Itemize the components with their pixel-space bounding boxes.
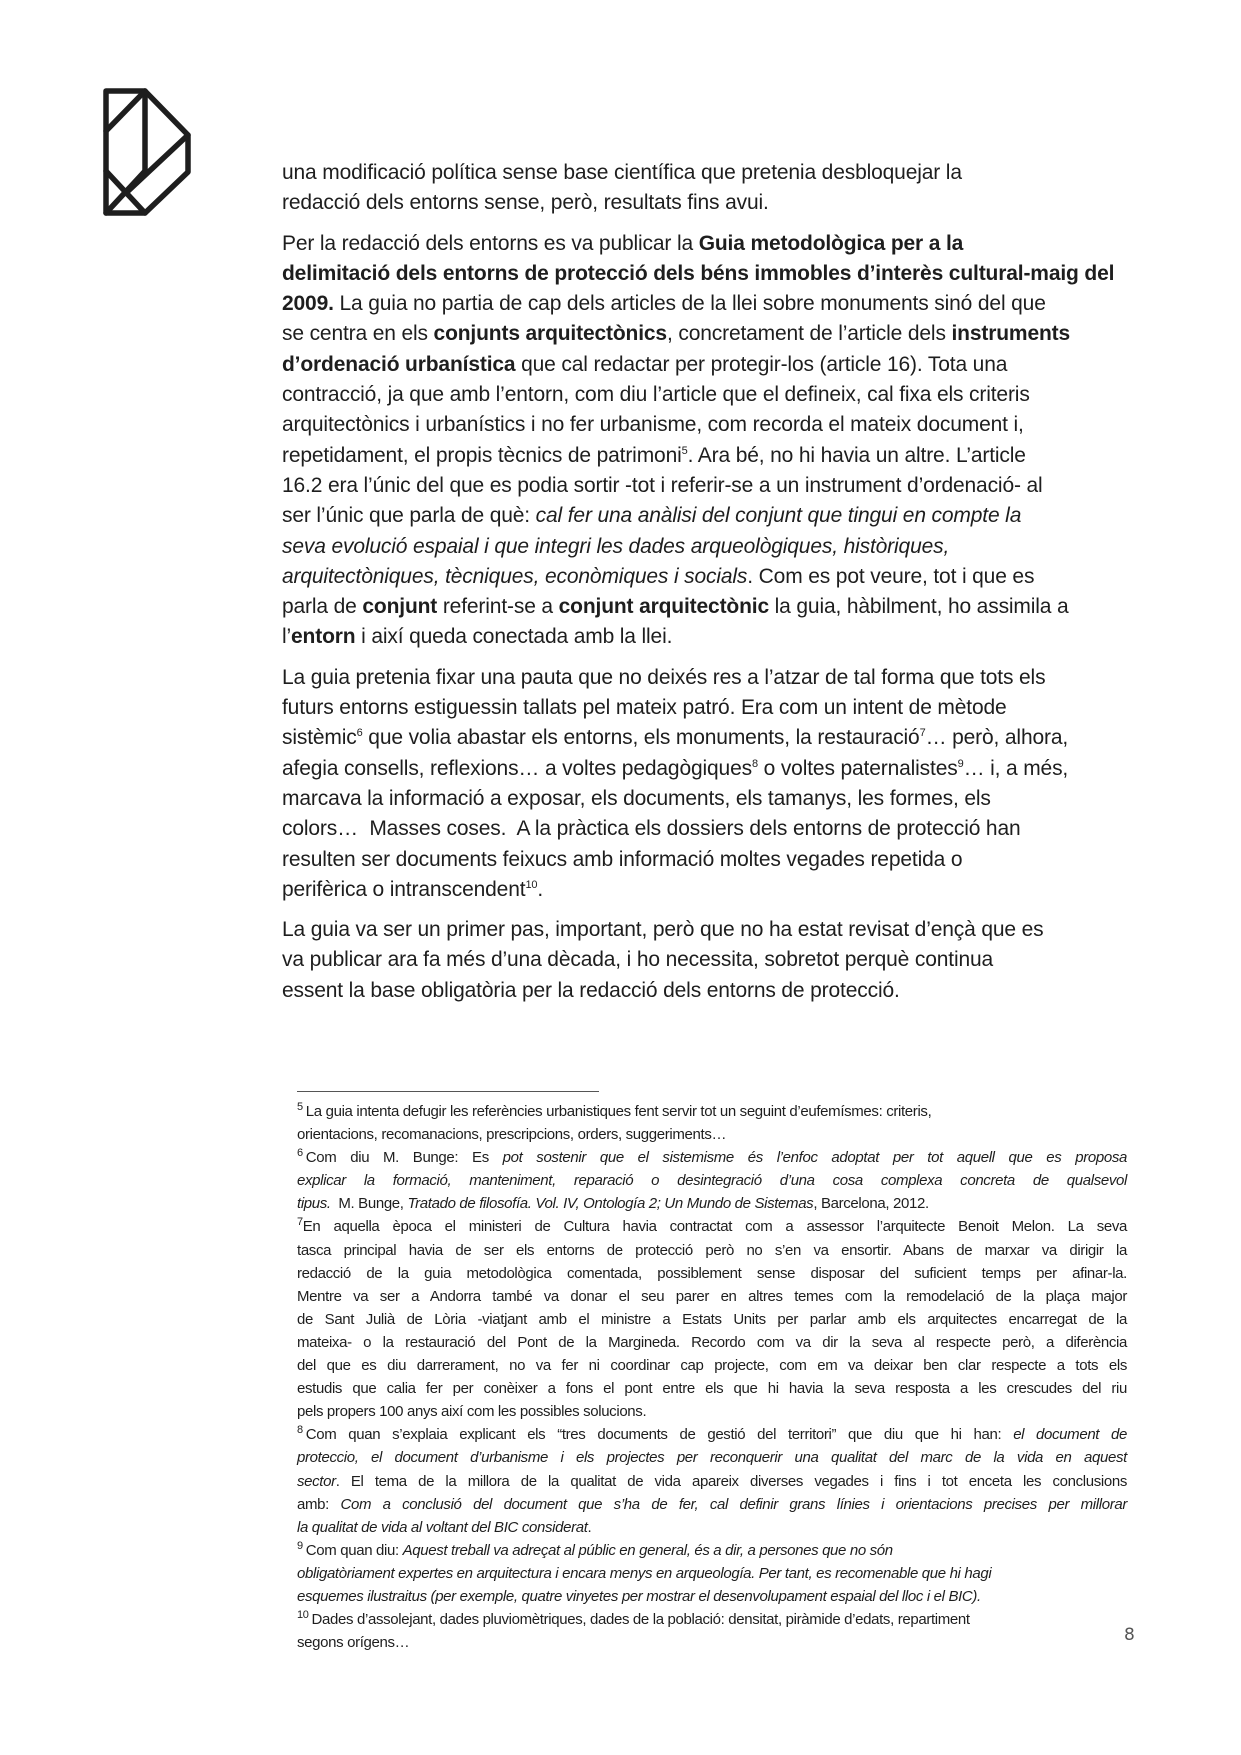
text-line xyxy=(282,754,1142,784)
text-line xyxy=(297,1562,1127,1585)
text-run: , Barcelona, 2012. xyxy=(813,1195,929,1213)
guide-title-bold: 2009. xyxy=(282,292,334,316)
text-line: estudis que calia fer per conèixer a fons el pont entre els que hi havia la seva resposta a les crescudes del riu xyxy=(297,1380,1127,1398)
text-line xyxy=(282,350,1142,380)
text-line xyxy=(282,259,1142,289)
book-title: Tratado de filosofía. Vol. IV, Ontología 2; Un Mundo de Sistemas xyxy=(407,1195,814,1213)
text-line xyxy=(297,1539,1127,1562)
text-line: La guia va ser un primer pas, important, però que no ha estat revisat d’ençà que es xyxy=(282,918,1044,942)
text-run: repetidament, el propis tècnics de patrimoni xyxy=(282,443,682,467)
footnote-5 xyxy=(297,1100,1127,1146)
text-line xyxy=(297,1446,1127,1469)
text-line: colors… Masses coses. A la pràctica els dossiers dels entorns de protecció han xyxy=(282,817,1021,841)
text-line: futurs entorns estiguessin tallats pel mateix patró. Era com un intent de mètode xyxy=(282,696,1007,720)
text-line: contracció, ja que amb l’entorn, com diu l’article que el defineix, cal fixa els criteris xyxy=(282,383,1030,407)
text-run: se centra en els xyxy=(282,322,434,346)
quote-italic: el document de xyxy=(1013,1426,1127,1444)
footnote-ref-8[interactable]: 8 xyxy=(751,757,758,770)
footnote-number: 8 xyxy=(297,1424,303,1437)
footnote-number: 7 xyxy=(297,1216,303,1229)
footnote-ref-10[interactable]: 10 xyxy=(525,878,538,891)
text-run: Dades d’assolejant, dades pluviomètriques, dades de la població: densitat, piràmide d’edats, repartiment xyxy=(311,1611,970,1629)
brand-logo xyxy=(103,88,191,216)
text-line: resulten ser documents feixucs amb informació moltes vegades repetida o xyxy=(282,847,963,871)
text-run: Com quan s’explaia explicant els “tres documents de gestió del territori” que diu que hi han: xyxy=(305,1426,1014,1444)
quote-italic: Aquest treball va adreçat al públic en general, és a dir, a persones que no són xyxy=(402,1541,893,1559)
text-run: l’ xyxy=(282,625,292,649)
text-line: mateixa- o la restauració del Pont de la Margineda. Recordo com va dir la seva al respecte però, a diferència xyxy=(297,1333,1127,1351)
footnote-ref-6[interactable]: 6 xyxy=(356,727,363,740)
text-line xyxy=(297,1493,1127,1516)
text-line xyxy=(282,441,1142,471)
footnote-number: 5 xyxy=(297,1101,303,1113)
text-run: i així queda conectada amb la llei. xyxy=(355,625,673,649)
quote-italic: sector xyxy=(297,1472,336,1490)
text-line xyxy=(282,229,1142,259)
footnote-ref-5[interactable]: 5 xyxy=(681,444,688,457)
footnote-ref-9[interactable]: 9 xyxy=(957,757,964,770)
footnote-number: 6 xyxy=(297,1147,303,1160)
text-line xyxy=(297,1516,1127,1539)
text-run: En aquella època el ministeri de Cultura havia contractat com a assessor l’arquitecte Benoit Melon. La seva xyxy=(302,1218,1127,1236)
text-line xyxy=(297,1585,1127,1608)
text-line: orientacions, recomanacions, prescripcions, orders, suggeriments… xyxy=(297,1126,727,1144)
paragraph-4 xyxy=(282,915,1142,1006)
quote-italic: proteccio, el document d’urbanisme i els projectes per reconquerir una qualitat del marc de la vida en aquest xyxy=(297,1449,1127,1467)
guide-title-bold: Guia metodològica per a la xyxy=(698,231,964,255)
bold-term: conjunt xyxy=(362,595,438,619)
text-run: afegia consells, reflexions… a voltes pedagògiques xyxy=(282,756,752,780)
text-line: marcava la informació a exposar, els documents, els tamanys, les formes, els xyxy=(282,786,991,810)
footnote-ref-7[interactable]: 7 xyxy=(919,727,926,740)
text-line: una modificació política sense base científica que pretenia desbloquejar la xyxy=(282,161,962,184)
text-run: , concretament de l’article dels xyxy=(666,322,952,346)
quote-italic: pot sostenir que el sistemisme és l’enfoc adoptat per tot aquell que es proposa xyxy=(502,1149,1127,1167)
text-line: tasca principal havia de ser els entorns de protecció però no s’en va ensortir. Abans de marxar va dirigir la xyxy=(297,1241,1127,1259)
footnote-6 xyxy=(297,1146,1127,1215)
text-run: … i, a més, xyxy=(963,756,1069,780)
text-line xyxy=(282,592,1142,622)
text-run: que cal redactar per protegir-los (article 16). Tota una xyxy=(515,352,1008,376)
quote-italic: arquitectòniques, tècniques, econòmiques i socials xyxy=(282,564,748,588)
text-line: Mentre va ser a Andorra també va donar el seu parer en altres temes com la remodelació de la plaça major xyxy=(297,1287,1127,1305)
bold-term: d’ordenació urbanística xyxy=(282,352,516,376)
quote-italic: explicar la formació, manteniment, reparació o desintegració d’una cosa complexa concreta de qualsevol xyxy=(297,1172,1127,1190)
text-line xyxy=(282,875,1142,905)
text-run: amb: xyxy=(297,1495,341,1513)
text-line: essent la base obligatòria per la redacció dels entorns de protecció. xyxy=(282,978,900,1002)
text-run: . Com es pot veure, tot i que es xyxy=(747,564,1035,588)
text-run: sistèmic xyxy=(282,726,357,750)
bold-term: conjunt arquitectònic xyxy=(558,595,769,619)
footnote-9 xyxy=(297,1539,1127,1608)
footnote-8 xyxy=(297,1423,1127,1538)
text-run: . Ara bé, no hi havia un altre. L’article xyxy=(687,443,1026,467)
paragraph-2 xyxy=(282,229,1142,653)
text-line: del que es diu darrerament, no va fer ni coordinar cap projecte, com em va deixar ben clar respecte a tots els xyxy=(297,1357,1127,1375)
quote-italic: Com a conclusió del document que s’ha de fer, cal definir grans línies i orientacions precises per millorar xyxy=(340,1495,1127,1513)
text-run: M. Bunge, xyxy=(330,1195,408,1213)
text-line xyxy=(282,289,1142,319)
text-run: referint-se a xyxy=(437,595,559,619)
text-run: parla de xyxy=(282,595,363,619)
text-line: arquitectònics i urbanístics i no fer urbanisme, com recorda el mateix document i, xyxy=(282,413,1024,437)
text-line xyxy=(282,562,1142,592)
page-number: 8 xyxy=(1124,1625,1135,1645)
text-line xyxy=(297,1192,1127,1215)
paragraph-3 xyxy=(282,663,1142,905)
bold-term: entorn xyxy=(291,625,356,649)
text-run: que volia abastar els entorns, els monuments, la restauració xyxy=(362,726,920,750)
quote-italic: obligatòriament expertes en arquitectura i encara menys en arqueología. Per tant, es recomenable que hi hagi xyxy=(297,1564,992,1582)
bold-term: conjunts arquitectònics xyxy=(433,322,667,346)
text-run: . xyxy=(537,877,544,901)
quote-italic: la qualitat de vida al voltant del BIC considerat xyxy=(297,1518,588,1536)
quote-italic: tipus. xyxy=(297,1195,331,1213)
paragraph-1 xyxy=(282,158,1142,219)
text-run: Per la redacció dels entorns es va publicar la xyxy=(282,231,699,255)
bold-term: instruments xyxy=(951,322,1071,346)
text-line xyxy=(282,501,1142,531)
text-line xyxy=(282,319,1142,349)
footnote-number: 9 xyxy=(297,1539,303,1552)
body-text xyxy=(282,158,1142,1016)
text-line: pels propers 100 anys així com les possibles solucions. xyxy=(297,1403,647,1421)
text-run: o voltes paternalistes xyxy=(757,756,958,780)
text-line: va publicar ara fa més d’una dècada, i ho necessita, sobretot perquè continua xyxy=(282,948,994,972)
text-line: de Sant Julià de Lòria -viatjant amb el ministre a Estats Units per parlar amb els arquitectes encarregat de la xyxy=(297,1310,1127,1328)
text-run: . xyxy=(587,1518,592,1536)
footnote-10 xyxy=(297,1608,1127,1654)
quote-italic: seva evolució espaial i que integri les dades arqueològiques, històriques, xyxy=(282,534,950,558)
text-line xyxy=(297,1215,1127,1238)
text-run: la guia, hàbilment, ho assimila a xyxy=(768,595,1069,619)
footnote-7 xyxy=(297,1215,1127,1423)
text-line xyxy=(297,1423,1127,1446)
text-line: segons orígens… xyxy=(297,1634,410,1652)
text-run: … però, alhora, xyxy=(925,726,1069,750)
text-run: La guia no partia de cap dels articles de la llei sobre monuments sinó del que xyxy=(333,292,1046,316)
text-line: redacció dels entorns sense, però, resultats fins avui. xyxy=(282,191,769,215)
text-line: La guia pretenia fixar una pauta que no deixés res a l’atzar de tal forma que tots els xyxy=(282,665,1046,689)
text-line xyxy=(282,532,1142,562)
footnote-separator xyxy=(297,1091,599,1092)
text-line: 16.2 era l’únic del que es podia sortir -tot i referir-se a un instrument d’ordenació- al xyxy=(282,473,1043,497)
quote-italic: esquemes ilustraitus (per exemple, quatre vinyetes per mostrar el desenvolupament espaial del lloc i el BIC). xyxy=(297,1587,981,1605)
text-run: La guia intenta defugir les referències urbanistiques fent servir tot un seguint d’eufemísmes: criteris, xyxy=(305,1103,932,1120)
text-line xyxy=(297,1608,1127,1631)
text-line xyxy=(282,622,1142,652)
text-line xyxy=(297,1146,1127,1169)
text-line: redacció de la guia metodològica comentada, possiblement sense disposar del suficient temps per afinar-la. xyxy=(297,1264,1127,1282)
footnote-number: 10 xyxy=(297,1609,309,1622)
text-line xyxy=(297,1470,1127,1493)
text-line xyxy=(297,1169,1127,1192)
text-line xyxy=(297,1100,1127,1123)
text-run: perifèrica o intranscendent xyxy=(282,877,526,901)
footnotes xyxy=(297,1100,1127,1654)
text-line xyxy=(282,723,1142,753)
text-run: Com diu M. Bunge: Es xyxy=(305,1149,503,1167)
text-run: Com quan diu: xyxy=(305,1541,403,1559)
guide-title-bold: delimitació dels entorns de protecció dels béns immobles d’interès cultural-maig del xyxy=(282,261,1115,285)
quote-italic: cal fer una anàlisi del conjunt que tingui en compte la xyxy=(535,504,1022,528)
text-run: ser l’únic que parla de què: xyxy=(282,504,536,528)
text-run: . El tema de la millora de la qualitat de vida apareix diverses vegades i fins i tot enceta les conclusions xyxy=(335,1472,1127,1490)
